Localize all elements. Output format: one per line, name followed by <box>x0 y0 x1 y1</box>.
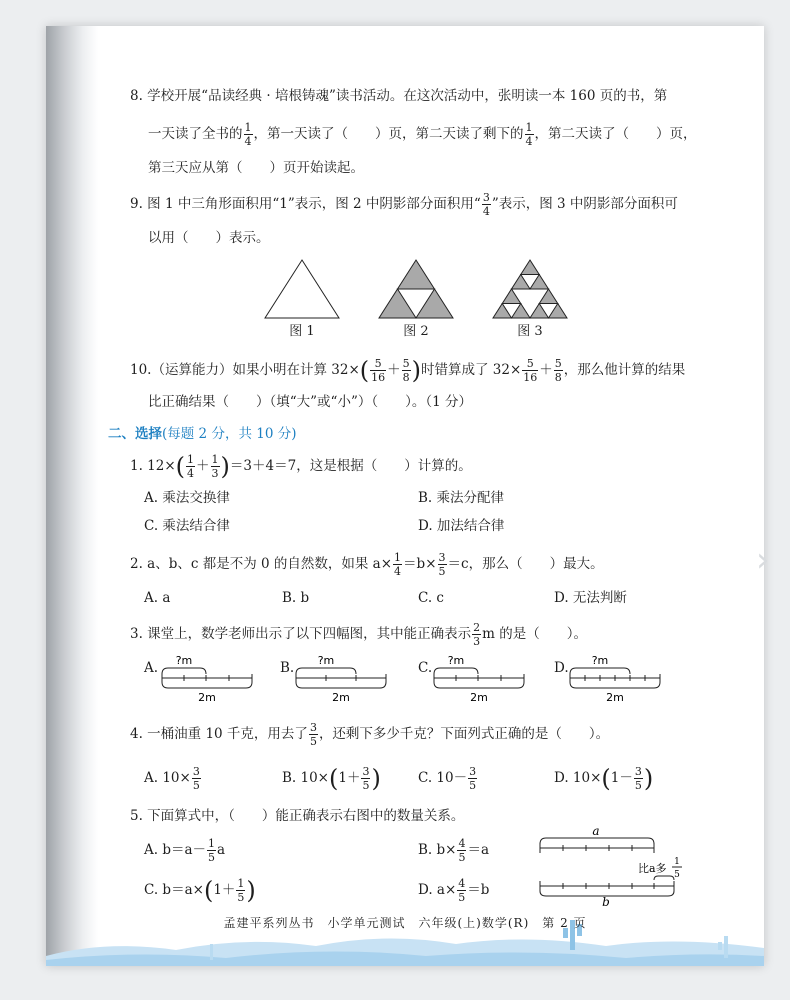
svg-text:?m: ?m <box>175 654 193 667</box>
svg-text:2m: 2m <box>470 691 488 704</box>
c1-option-a: A. 乘法交换律 <box>144 490 230 506</box>
c3-letter-d: D. <box>554 660 569 676</box>
c5-question: 5. 下面算式中，（ ）能正确表示右图中的数量关系。 <box>130 808 465 824</box>
c3-diagram-b <box>292 652 390 704</box>
c4-option-b: B. 10×(1＋ $\frac{3}{5}$ ) <box>282 764 381 793</box>
fraction: $\frac{3}{4}$ <box>482 191 490 218</box>
c5-diagram <box>536 824 726 906</box>
c1-option-d: D. 加法结合律 <box>418 518 505 534</box>
figure3-triangle <box>490 258 570 320</box>
c3-letter-b: B. <box>280 660 295 676</box>
c5-option-a: A. b＝a－ $\frac{1}{5}$ a <box>144 837 226 864</box>
q9-line1: 9. 图 1 中三角形面积用“1”表示，图 2 中阴影部分面积用“ $\frac{3}{4}$ ”表示，图 3 中阴影部分面积可 <box>130 191 678 218</box>
svg-text:?m: ?m <box>317 654 335 667</box>
c2-option-a: A. a <box>144 590 171 606</box>
c1-option-b: B. 乘法分配律 <box>418 490 505 506</box>
fraction: $\frac{1}{4}$ <box>244 121 252 148</box>
q8-line3: 第三天应从第（ ）页开始读起。 <box>148 160 364 176</box>
c5-option-d: D. a× $\frac{4}{5}$ ＝b <box>418 877 490 904</box>
figure3-caption: 图 3 <box>517 324 543 339</box>
svg-text:b: b <box>602 895 610 906</box>
c3-letter-c: C. <box>418 660 433 676</box>
book-spine-shadow <box>46 26 98 966</box>
figure2-triangle <box>376 258 456 320</box>
c4-option-a: A. 10× $\frac{3}{5}$ <box>144 765 200 792</box>
c1-question: 1. 12×( $\frac{1}{4}$ ＋ $\frac{1}{3}$ )＝3＋4＝7，这是根据（ ）计算的。 <box>130 452 472 481</box>
q10-line2: 比正确结果（ ）（填“大”或“小”）（ ）。（1 分） <box>148 394 472 410</box>
c2-option-c: C. c <box>418 590 444 606</box>
c4-option-c: C. 10－ $\frac{3}{5}$ <box>418 765 477 792</box>
c3-letter-a: A. <box>144 660 159 676</box>
c3-diagram-c <box>430 652 528 704</box>
c1-option-c: C. 乘法结合律 <box>144 518 230 534</box>
figure1-caption: 图 1 <box>289 324 315 339</box>
c3-diagram-d <box>566 652 664 704</box>
svg-text:a: a <box>592 824 600 838</box>
c3-diagram-a <box>158 652 256 704</box>
q8-line1: 8. 学校开展“品读经典 · 培根铸魂”读书活动。在这次活动中，张明读一本 160 页的书，第 <box>130 88 668 104</box>
c2-question: 2. a、b、c 都是不为 0 的自然数，如果 a× $\frac{1}{4}$ ＝b× $\frac{3}{5}$ ＝c，那么（ ）最大。 <box>130 551 604 578</box>
c4-question: 4. 一桶油重 10 千克，用去了 $\frac{3}{5}$ ，还剩下多少千克？下面列式正确的是（ ）。 <box>130 721 610 748</box>
figure2-caption: 图 2 <box>403 324 429 339</box>
q8-line2: 一天读了全书的 $\frac{1}{4}$ ，第一天读了（ ）页，第二天读了剩下的 $\frac{1}{4}$ ，第二天读了（ ）页， <box>148 121 697 148</box>
svg-text:?m: ?m <box>591 654 609 667</box>
svg-text:2m: 2m <box>332 691 350 704</box>
figure1-triangle <box>262 258 342 320</box>
svg-text:?m: ?m <box>447 654 465 667</box>
c2-option-d: D. 无法判断 <box>554 590 627 606</box>
svg-text:2m: 2m <box>198 691 216 704</box>
c4-option-d: D. 10×(1－ $\frac{3}{5}$ ) <box>554 764 654 793</box>
worksheet-page <box>46 26 764 966</box>
page-footer: 孟建平系列丛书 小学单元测试 六年级(上)数学(R) 第 2 页 <box>223 916 587 930</box>
q9-line2: 以用（ ）表示。 <box>148 230 270 246</box>
chevron-right-icon[interactable]: › <box>756 540 770 580</box>
c5-option-c: C. b＝a×(1＋ $\frac{1}{5}$ ) <box>144 876 256 905</box>
svg-text:2m: 2m <box>606 691 624 704</box>
q10-line1: 10.（运算能力）如果小明在计算 32×( $\frac{5}{16}$ ＋ $\frac{5}{8}$ )时错算成了 32× $\frac{5}{16}$ ＋ $\frac{5}{8}$ ，那么他计算的结果 <box>130 356 686 385</box>
svg-text:1: 1 <box>674 857 680 867</box>
fraction: $\frac{1}{4}$ <box>525 121 533 148</box>
svg-text:比a多: 比a多 <box>638 862 667 875</box>
svg-text:5: 5 <box>674 870 680 880</box>
c3-question: 3. 课堂上，数学老师出示了以下四幅图，其中能正确表示 $\frac{2}{3}$ m 的是（ ）。 <box>130 621 588 648</box>
c2-option-b: B. b <box>282 590 310 606</box>
section-title: 二、选择(每题 2 分，共 10 分) <box>108 426 297 442</box>
c5-option-b: B. b× $\frac{4}{5}$ ＝a <box>418 837 490 864</box>
